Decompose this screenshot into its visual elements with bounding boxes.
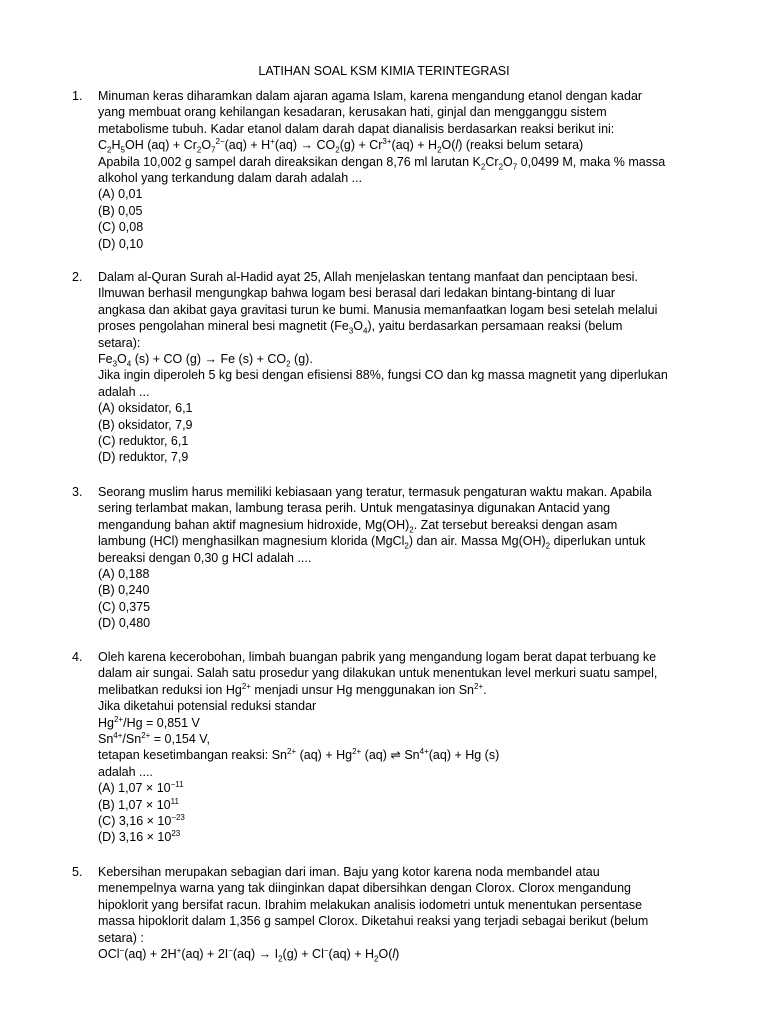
question-5 xyxy=(72,864,712,962)
question-1 xyxy=(72,88,712,252)
answer-option: (D) $3,16 \times 10^{23}$ xyxy=(98,829,181,845)
answer-option: (A) oksidator, 6,1 xyxy=(98,401,193,416)
question-text-line: Dalam al-Quran Surah al-Hadid ayat 25, Allah menjelaskan tentang manfaat dan penciptaan besi. xyxy=(98,270,638,284)
question-3 xyxy=(72,484,712,632)
question-body xyxy=(98,864,712,962)
question-number: 5. xyxy=(72,865,83,879)
question-text-line: bereaksi dengan 0,30 g HCl adalah .... xyxy=(98,550,312,565)
question-text-line: angkasa dan akibat gaya gravitasi turun ke bumi. Manusia memanfaatkan logam besi setelah melalui xyxy=(98,302,658,317)
question-text-line: setara): xyxy=(98,335,141,350)
answer-option: (C) reduktor, 6,1 xyxy=(98,434,189,449)
answer-option: (C) 0,375 xyxy=(98,599,151,614)
answer-option: (B) $1,07 \times 10^{11}$ xyxy=(98,796,179,812)
question-text-line: massa hipoklorit dalam 1,356 g sampel Clorox. Diketahui reaksi yang terjadi sebagai berikut (belum xyxy=(98,914,649,929)
answer-option: (C) $3,16 \times 10^{-23}$ xyxy=(98,812,185,829)
question-text-line: $OCl^-(aq) + 2H^+(aq) + 2I^-(aq) \to I_2(g) + Cl^-(aq) + H_2O(l)$ xyxy=(98,945,400,964)
question-4 xyxy=(72,649,712,846)
answer-option: (A) 0,188 xyxy=(98,567,150,582)
answer-option: (A) 0,01 xyxy=(98,187,143,202)
question-text-line: menempelnya warna yang tak diinginkan dapat dibersihkan dengan Clorox. Clorox mengandung xyxy=(98,881,631,896)
question-text-line: $Fe_3O_4$ (s) + CO (g) → Fe $(s) + CO_2$ (g). xyxy=(98,352,313,369)
question-text-line: metabolisme tubuh. Kadar etanol dalam darah dapat dianalisis berdasarkan reaksi berikut ini: xyxy=(98,121,615,136)
answer-option: (B) oksidator, 7,9 xyxy=(98,417,193,432)
question-text-line: hipoklorit yang bersifat racun. Ibrahim melakukan analisis iodometri untuk menentukan persentase xyxy=(98,897,643,912)
question-text-line: alkohol yang terkandung dalam darah adalah ... xyxy=(98,171,363,186)
answer-option: (D) reduktor, 7,9 xyxy=(98,450,189,465)
question-body xyxy=(98,484,712,632)
question-text-line: adalah ... xyxy=(98,384,150,399)
question-text-line: $C_2H_5OH$ $(aq) + Cr_2O_7^{2-}(aq) + H^+(aq) \to CO_2(g) + Cr^{3+}(aq) + H_2O(l)$ (reaksi belum setara) xyxy=(98,137,584,155)
question-number: 1. xyxy=(72,89,83,103)
question-text-line: yang membuat orang kehilangan kesadaran, kerusakan hati, ginjal dan mengganggu sistem xyxy=(98,105,607,120)
question-text-line: Jika diketahui potensial reduksi standar xyxy=(98,699,317,714)
question-text-line: dalam air sungai. Salah satu prosedur yang dilakukan untuk menentukan level merkuri suatu sampel, xyxy=(98,666,658,681)
question-text-line: sering terlambat makan, lambung terasa perih. Untuk mengatasinya digunakan Antacid yang xyxy=(98,501,611,516)
question-text-line: Jika ingin diperoleh 5 kg besi dengan efisiensi 88%, fungsi CO dan kg massa magnetit yang diperlukan xyxy=(98,368,668,383)
question-text-line: proses pengolahan mineral besi magnetit $(Fe_3O_4)$, yaitu berdasarkan persamaan reaksi (belum xyxy=(98,319,623,336)
answer-option: (D) 0,10 xyxy=(98,236,144,251)
question-number: 3. xyxy=(72,485,83,499)
answer-option: (D) 0,480 xyxy=(98,616,151,631)
question-text-line: Ilmuwan berhasil mengungkap bahwa logam besi berasal dari ledakan bintang-bintang di luar xyxy=(98,286,615,301)
question-number: 4. xyxy=(72,650,83,664)
question-text-line: Apabila 10,002 g sampel darah direaksikan dengan 8,76 ml larutan $K_2Cr_2O_7$ 0,0499 M, maka % massa xyxy=(98,154,666,172)
question-text-line: Kebersihan merupakan sebagian dari iman. Baju yang kotor karena noda membandel atau xyxy=(98,865,600,879)
question-text-line: adalah .... xyxy=(98,764,153,779)
question-text-line: melibatkan reduksi ion $Hg^{2+}$ menjadi unsur Hg menggunakan ion $Sn^{2+}$. xyxy=(98,681,487,697)
question-text-line: lambung (HCl) menghasilkan magnesium klorida (MgCl$_2$) dan air. Massa $Mg(OH)_2$ diperlukan untuk xyxy=(98,534,646,551)
page-title: LATIHAN SOAL KSM KIMIA TERINTEGRASI xyxy=(258,64,510,78)
question-text-line: tetapan kesetimbangan reaksi: $Sn^{2+}$ $(aq) + Hg^{2+}$ (aq) ⇌ $Sn^{4+}(aq) + Hg$ (s) xyxy=(98,747,500,763)
question-text-line: $Sn^{4+}/Sn^{2+} = 0,154$ V, xyxy=(98,730,210,747)
question-2 xyxy=(72,269,712,466)
question-body xyxy=(98,269,712,466)
question-text-line: mengandung bahan aktif magnesium hidroxide, $Mg(OH)_2$. Zat tersebut bereaksi dengan asam xyxy=(98,517,618,535)
question-text-line: Oleh karena kecerobohan, limbah buangan pabrik yang mengandung logam berat dapat terbuang ke xyxy=(98,650,657,664)
question-text-line: Minuman keras diharamkan dalam ajaran agama Islam, karena mengandung etanol dengan kadar xyxy=(98,89,643,103)
question-body xyxy=(98,88,712,252)
question-number: 2. xyxy=(72,270,83,284)
answer-option: (A) $1,07 \times 10^{-11}$ xyxy=(98,780,184,796)
answer-option: (C) 0,08 xyxy=(98,220,144,235)
question-text-line: Seorang muslim harus memiliki kebiasaan yang teratur, termasuk pengaturan waktu makan. Apabila xyxy=(98,485,652,499)
answer-option: (B) 0,240 xyxy=(98,583,150,598)
answer-option: (B) 0,05 xyxy=(98,203,143,218)
question-text-line: $Hg^{2+}/Hg = 0,851$ V xyxy=(98,714,200,730)
question-text-line: setara) : xyxy=(98,930,144,945)
question-body xyxy=(98,649,712,846)
